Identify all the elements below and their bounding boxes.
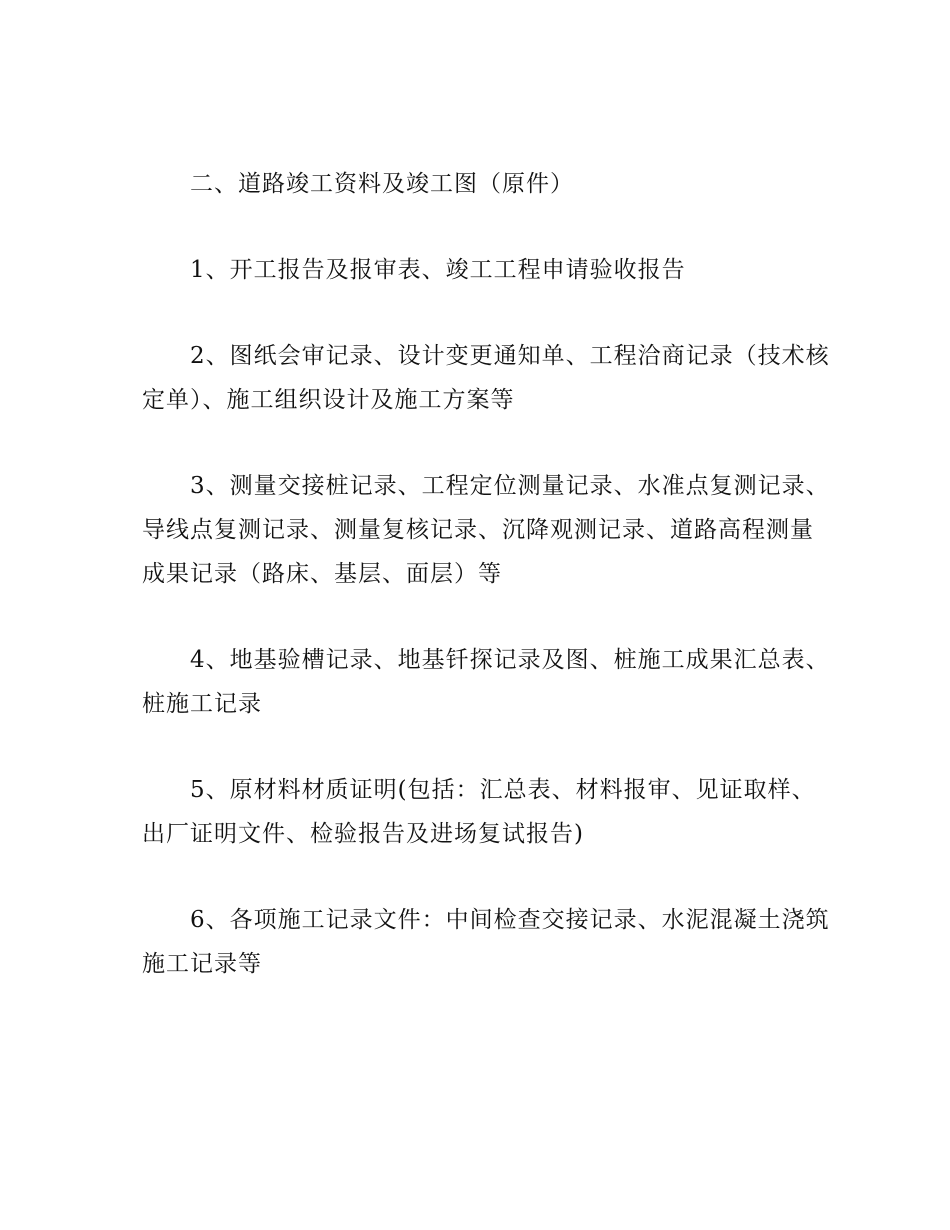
list-item: 1、开工报告及报审表、竣工工程申请验收报告 <box>190 257 686 283</box>
list-item: 5、原材料材质证明(包括：汇总表、材料报审、见证取样、出厂证明文件、检验报告及进场复试报告) <box>142 777 816 847</box>
list-item: 2、图纸会审记录、设计变更通知单、工程洽商记录（技术核定单）、施工组织设计及施工方案等 <box>142 343 830 413</box>
section-heading: 二、道路竣工资料及竣工图（原件） <box>190 171 574 197</box>
list-item: 6、各项施工记录文件：中间检查交接记录、水泥混凝土浇筑施工记录等 <box>142 907 830 977</box>
list-item: 4、地基验槽记录、地基钎探记录及图、桩施工成果汇总表、桩施工记录 <box>142 647 830 717</box>
list-item: 3、测量交接桩记录、工程定位测量记录、水准点复测记录、导线点复测记录、测量复核记录、沉降观测记录、道路高程测量成果记录（路床、基层、面层）等 <box>142 473 830 587</box>
